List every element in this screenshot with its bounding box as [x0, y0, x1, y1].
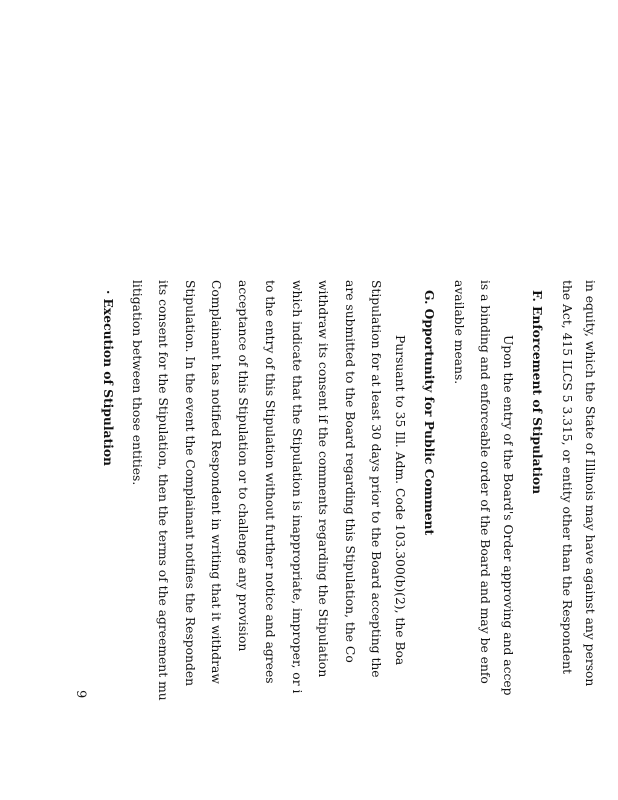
section-heading-f: F. Enforcement of Stipulation	[530, 290, 545, 495]
page-number: 9	[73, 690, 88, 699]
line-6: available means.	[452, 280, 466, 385]
line-12: which indicate that the Stipulation is inappropriate, improper, or i	[290, 280, 304, 694]
line-10: are submitted to the Board regarding this Stipulation, the Co	[343, 280, 357, 663]
line-2: the Act, 415 ILCS 5 3.315, or entity other than the Respondent	[560, 280, 574, 674]
section-heading-h: · Execution of Stipulation	[101, 290, 116, 466]
line-15: Complainant has notified Respondent in writing that it withdraw	[209, 280, 223, 684]
line-5: is a binding and enforceable order of the Board and may be enfo	[478, 280, 492, 684]
line-14: acceptance of this Stipulation or to challenge any provision	[236, 280, 250, 652]
line-16: Stipulation. In the event the Complainant notifies the Responden	[183, 280, 197, 687]
line-11: withdraw its consent if the comments regarding the Stipulation	[316, 280, 330, 678]
section-heading-g: G. Opportunity for Public Comment	[422, 290, 437, 536]
line-18: litigation between those entities.	[130, 280, 144, 486]
line-17: its consent for the Stipulation, then the terms of the agreement mu	[156, 280, 170, 701]
line-4: Upon the entry of the Board's Order approving and accep	[501, 335, 515, 696]
line-9: Stipulation for at least 30 days prior to the Board accepting the	[369, 280, 383, 678]
line-13: to the entry of this Stipulation without further notice and agrees	[263, 280, 277, 684]
line-8: Pursuant to 35 Ill. Adm. Code 103.300(b)(2), the Boa	[393, 335, 407, 666]
line-1: in equity, which the State of Illinois may have against any person	[583, 280, 597, 687]
